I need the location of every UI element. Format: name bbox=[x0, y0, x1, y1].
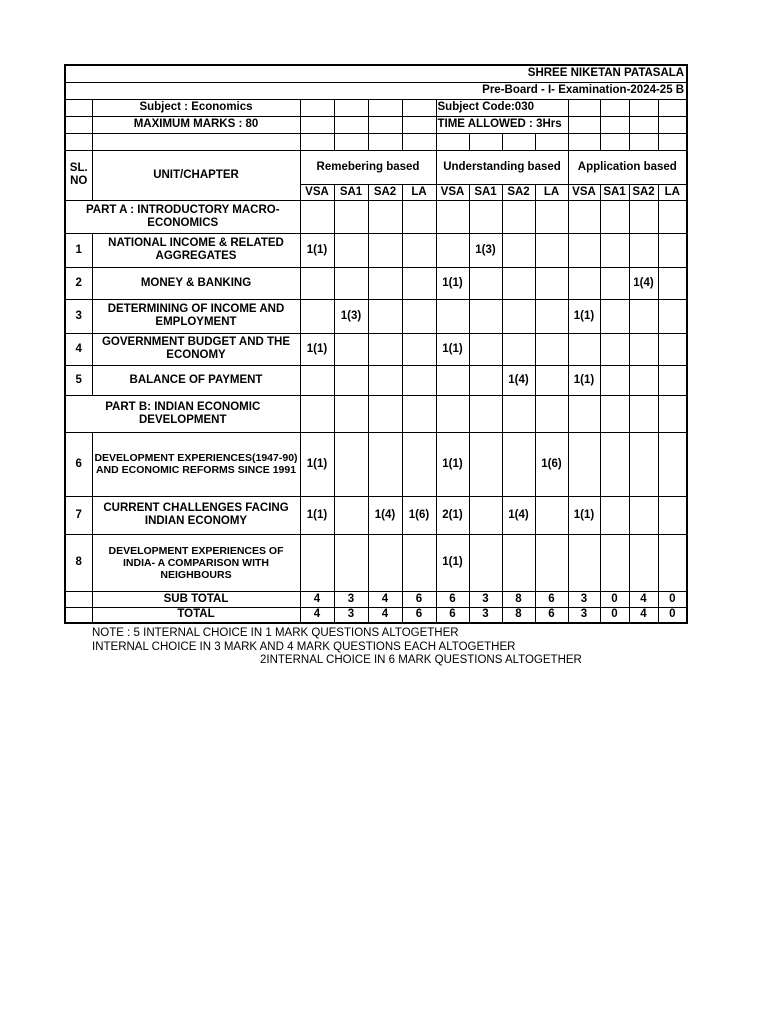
total-value: 6 bbox=[436, 607, 469, 623]
subtotal-value: 4 bbox=[629, 591, 658, 607]
blank-cell bbox=[568, 116, 600, 133]
sub-column-header: VSA bbox=[568, 184, 600, 200]
marks-cell: 1(4) bbox=[502, 365, 535, 395]
blank-cell bbox=[300, 99, 334, 116]
subject-code: Subject Code:030 bbox=[436, 99, 568, 116]
marks-cell bbox=[502, 267, 535, 299]
total-label: TOTAL bbox=[92, 607, 300, 623]
chapter-name: DEVELOPMENT EXPERIENCES OF INDIA- A COMPARISON WITH NEIGHBOURS bbox=[92, 534, 300, 591]
marks-cell bbox=[502, 233, 535, 267]
chapter-name: CURRENT CHALLENGES FACING INDIAN ECONOMY bbox=[92, 496, 300, 534]
marks-cell bbox=[300, 365, 334, 395]
marks-cell bbox=[568, 267, 600, 299]
sl-number: 8 bbox=[65, 534, 92, 591]
marks-cell bbox=[402, 333, 436, 365]
sub-column-header: SA1 bbox=[469, 184, 502, 200]
totals-rows bbox=[65, 591, 687, 623]
blank-cell bbox=[65, 99, 92, 116]
marks-cell bbox=[658, 534, 687, 591]
part-b-rows bbox=[65, 432, 687, 591]
marks-cell bbox=[600, 267, 629, 299]
marks-cell bbox=[469, 333, 502, 365]
marks-cell bbox=[368, 432, 402, 496]
chapter-row bbox=[65, 233, 687, 267]
marks-cell bbox=[600, 365, 629, 395]
subtotal-value: 8 bbox=[502, 591, 535, 607]
marks-cell bbox=[629, 233, 658, 267]
marks-cell bbox=[658, 233, 687, 267]
chapter-name: BALANCE OF PAYMENT bbox=[92, 365, 300, 395]
blank-cell bbox=[658, 116, 687, 133]
total-value: 3 bbox=[334, 607, 368, 623]
marks-cell bbox=[334, 496, 368, 534]
notes-block bbox=[64, 627, 688, 668]
marks-cell bbox=[535, 365, 568, 395]
marks-cell bbox=[535, 233, 568, 267]
marks-cell bbox=[469, 534, 502, 591]
blank-cell bbox=[568, 99, 600, 116]
marks-cell bbox=[300, 534, 334, 591]
sub-column-header: SA2 bbox=[629, 184, 658, 200]
part-b-title: PART B: INDIAN ECONOMIC DEVELOPMENT bbox=[65, 395, 300, 432]
subtotal-row bbox=[65, 591, 687, 607]
total-value: 4 bbox=[300, 607, 334, 623]
marks-cell bbox=[535, 496, 568, 534]
chapter-row bbox=[65, 299, 687, 333]
blank-cell bbox=[334, 116, 368, 133]
sl-no-header: SL. NO bbox=[65, 150, 92, 200]
marks-cell: 1(1) bbox=[436, 333, 469, 365]
group-header-application: Application based bbox=[568, 150, 687, 184]
marks-cell bbox=[568, 233, 600, 267]
marks-cell bbox=[658, 333, 687, 365]
subtotal-value: 6 bbox=[535, 591, 568, 607]
marks-cell bbox=[568, 432, 600, 496]
total-row bbox=[65, 607, 687, 623]
sub-column-header: LA bbox=[402, 184, 436, 200]
blank-cell bbox=[402, 99, 436, 116]
marks-cell bbox=[658, 299, 687, 333]
marks-cell: 1(1) bbox=[568, 299, 600, 333]
blank-cell bbox=[600, 116, 629, 133]
note-line-2: INTERNAL CHOICE IN 3 MARK AND 4 MARK QUESTIONS EACH ALTOGETHER bbox=[92, 640, 516, 653]
subtotal-value: 3 bbox=[469, 591, 502, 607]
blank-cell bbox=[402, 116, 436, 133]
subtotal-value: 0 bbox=[658, 591, 687, 607]
marks-cell bbox=[402, 432, 436, 496]
sl-number: 5 bbox=[65, 365, 92, 395]
marks-cell bbox=[368, 233, 402, 267]
marks-cell bbox=[368, 299, 402, 333]
marks-cell bbox=[402, 534, 436, 591]
part-a-rows bbox=[65, 233, 687, 395]
marks-cell: 1(1) bbox=[568, 496, 600, 534]
marks-cell: 1(6) bbox=[535, 432, 568, 496]
marks-cell bbox=[334, 233, 368, 267]
marks-cell bbox=[436, 233, 469, 267]
blank-cell bbox=[658, 99, 687, 116]
marks-cell bbox=[502, 534, 535, 591]
sub-column-header: SA1 bbox=[600, 184, 629, 200]
sub-column-header: LA bbox=[535, 184, 568, 200]
max-marks: MAXIMUM MARKS : 80 bbox=[92, 116, 300, 133]
marks-cell bbox=[600, 233, 629, 267]
sub-column-header: LA bbox=[658, 184, 687, 200]
marks-cell bbox=[334, 432, 368, 496]
marks-cell bbox=[469, 365, 502, 395]
school-name: SHREE NIKETAN PATASALA bbox=[65, 65, 687, 82]
marks-cell bbox=[436, 299, 469, 333]
marks-cell: 1(4) bbox=[502, 496, 535, 534]
total-value: 4 bbox=[629, 607, 658, 623]
marks-cell: 1(1) bbox=[300, 432, 334, 496]
marks-cell: 1(1) bbox=[436, 534, 469, 591]
chapter-row bbox=[65, 365, 687, 395]
blank-cell bbox=[368, 116, 402, 133]
sub-column-header: SA2 bbox=[368, 184, 402, 200]
exam-title: Pre-Board - I- Examination-2024-25 B bbox=[65, 82, 687, 99]
sl-number: 1 bbox=[65, 233, 92, 267]
sl-number: 6 bbox=[65, 432, 92, 496]
blank-cell bbox=[368, 99, 402, 116]
chapter-name: NATIONAL INCOME & RELATED AGGREGATES bbox=[92, 233, 300, 267]
marks-cell bbox=[629, 432, 658, 496]
subtotal-label: SUB TOTAL bbox=[92, 591, 300, 607]
marks-cell: 1(1) bbox=[300, 233, 334, 267]
blank-cell bbox=[65, 591, 92, 607]
marks-cell bbox=[402, 365, 436, 395]
marks-cell bbox=[535, 267, 568, 299]
marks-cell bbox=[658, 432, 687, 496]
sub-column-header: VSA bbox=[436, 184, 469, 200]
blank-cell bbox=[629, 99, 658, 116]
total-value: 3 bbox=[469, 607, 502, 623]
part-a-title: PART A : INTRODUCTORY MACRO-ECONOMICS bbox=[65, 200, 300, 233]
group-header-understanding: Understanding based bbox=[436, 150, 568, 184]
time-allowed: TIME ALLOWED : 3Hrs bbox=[436, 116, 568, 133]
marks-cell bbox=[368, 534, 402, 591]
marks-cell: 1(1) bbox=[568, 365, 600, 395]
marks-cell bbox=[658, 267, 687, 299]
total-value: 6 bbox=[535, 607, 568, 623]
marks-cell bbox=[368, 333, 402, 365]
blueprint-sheet bbox=[64, 64, 688, 666]
marks-cell bbox=[535, 534, 568, 591]
marks-cell: 1(3) bbox=[469, 233, 502, 267]
total-value: 0 bbox=[658, 607, 687, 623]
blank-cell bbox=[600, 99, 629, 116]
total-value: 0 bbox=[600, 607, 629, 623]
marks-cell bbox=[402, 299, 436, 333]
marks-cell bbox=[334, 534, 368, 591]
marks-cell bbox=[568, 333, 600, 365]
marks-cell bbox=[402, 267, 436, 299]
marks-cell bbox=[469, 267, 502, 299]
spacer-row bbox=[65, 133, 687, 150]
note-line-3: 2INTERNAL CHOICE IN 6 MARK QUESTIONS ALTOGETHER bbox=[260, 654, 582, 666]
unit-header: UNIT/CHAPTER bbox=[92, 150, 300, 200]
marks-cell bbox=[629, 534, 658, 591]
chapter-name: DETERMINING OF INCOME AND EMPLOYMENT bbox=[92, 299, 300, 333]
subject-label: Subject : Economics bbox=[92, 99, 300, 116]
marks-cell bbox=[334, 267, 368, 299]
marks-cell bbox=[600, 432, 629, 496]
marks-cell bbox=[368, 365, 402, 395]
blank-cell bbox=[300, 116, 334, 133]
total-value: 6 bbox=[402, 607, 436, 623]
marks-cell bbox=[436, 365, 469, 395]
marks-cell bbox=[300, 267, 334, 299]
marks-cell bbox=[334, 365, 368, 395]
marks-cell: 1(6) bbox=[402, 496, 436, 534]
chapter-row bbox=[65, 432, 687, 496]
subtotal-value: 0 bbox=[600, 591, 629, 607]
subtotal-value: 3 bbox=[334, 591, 368, 607]
total-value: 8 bbox=[502, 607, 535, 623]
marks-cell bbox=[600, 534, 629, 591]
marks-cell: 1(1) bbox=[300, 496, 334, 534]
marks-cell bbox=[658, 365, 687, 395]
marks-cell bbox=[600, 496, 629, 534]
blank-cell bbox=[334, 99, 368, 116]
group-header-remembering: Remebering based bbox=[300, 150, 436, 184]
marks-cell bbox=[469, 496, 502, 534]
marks-cell bbox=[535, 299, 568, 333]
chapter-row bbox=[65, 496, 687, 534]
marks-cell bbox=[469, 299, 502, 333]
note-line-1: NOTE : 5 INTERNAL CHOICE IN 1 MARK QUESTIONS ALTOGETHER bbox=[92, 627, 459, 639]
marks-cell bbox=[300, 299, 334, 333]
blank-cell bbox=[65, 607, 92, 623]
marks-cell: 1(3) bbox=[334, 299, 368, 333]
marks-cell bbox=[600, 333, 629, 365]
marks-cell bbox=[535, 333, 568, 365]
blueprint-table bbox=[64, 64, 688, 624]
total-value: 3 bbox=[568, 607, 600, 623]
sub-column-header: SA1 bbox=[334, 184, 368, 200]
chapter-name: MONEY & BANKING bbox=[92, 267, 300, 299]
marks-cell bbox=[368, 267, 402, 299]
marks-cell: 1(1) bbox=[300, 333, 334, 365]
marks-cell bbox=[658, 496, 687, 534]
subtotal-value: 6 bbox=[436, 591, 469, 607]
marks-cell bbox=[502, 432, 535, 496]
chapter-name: GOVERNMENT BUDGET AND THE ECONOMY bbox=[92, 333, 300, 365]
subtotal-value: 4 bbox=[368, 591, 402, 607]
chapter-name: DEVELOPMENT EXPERIENCES(1947-90) AND ECONOMIC REFORMS SINCE 1991 bbox=[92, 432, 300, 496]
marks-cell bbox=[502, 299, 535, 333]
sl-number: 7 bbox=[65, 496, 92, 534]
marks-cell bbox=[629, 299, 658, 333]
total-value: 4 bbox=[368, 607, 402, 623]
blank-cell bbox=[65, 116, 92, 133]
subtotal-value: 6 bbox=[402, 591, 436, 607]
sl-number: 2 bbox=[65, 267, 92, 299]
marks-cell: 1(1) bbox=[436, 432, 469, 496]
marks-cell: 1(4) bbox=[368, 496, 402, 534]
marks-cell bbox=[629, 496, 658, 534]
chapter-row bbox=[65, 333, 687, 365]
marks-cell: 2(1) bbox=[436, 496, 469, 534]
marks-cell: 1(1) bbox=[436, 267, 469, 299]
marks-cell bbox=[402, 233, 436, 267]
marks-cell bbox=[502, 333, 535, 365]
subtotal-value: 3 bbox=[568, 591, 600, 607]
marks-cell: 1(4) bbox=[629, 267, 658, 299]
marks-cell bbox=[334, 333, 368, 365]
blank-cell bbox=[629, 116, 658, 133]
chapter-row bbox=[65, 267, 687, 299]
marks-cell bbox=[568, 534, 600, 591]
sub-column-header: SA2 bbox=[502, 184, 535, 200]
marks-cell bbox=[629, 333, 658, 365]
sub-column-header: VSA bbox=[300, 184, 334, 200]
subtotal-value: 4 bbox=[300, 591, 334, 607]
marks-cell bbox=[629, 365, 658, 395]
sl-number: 3 bbox=[65, 299, 92, 333]
chapter-row bbox=[65, 534, 687, 591]
marks-cell bbox=[600, 299, 629, 333]
marks-cell bbox=[469, 432, 502, 496]
sl-number: 4 bbox=[65, 333, 92, 365]
